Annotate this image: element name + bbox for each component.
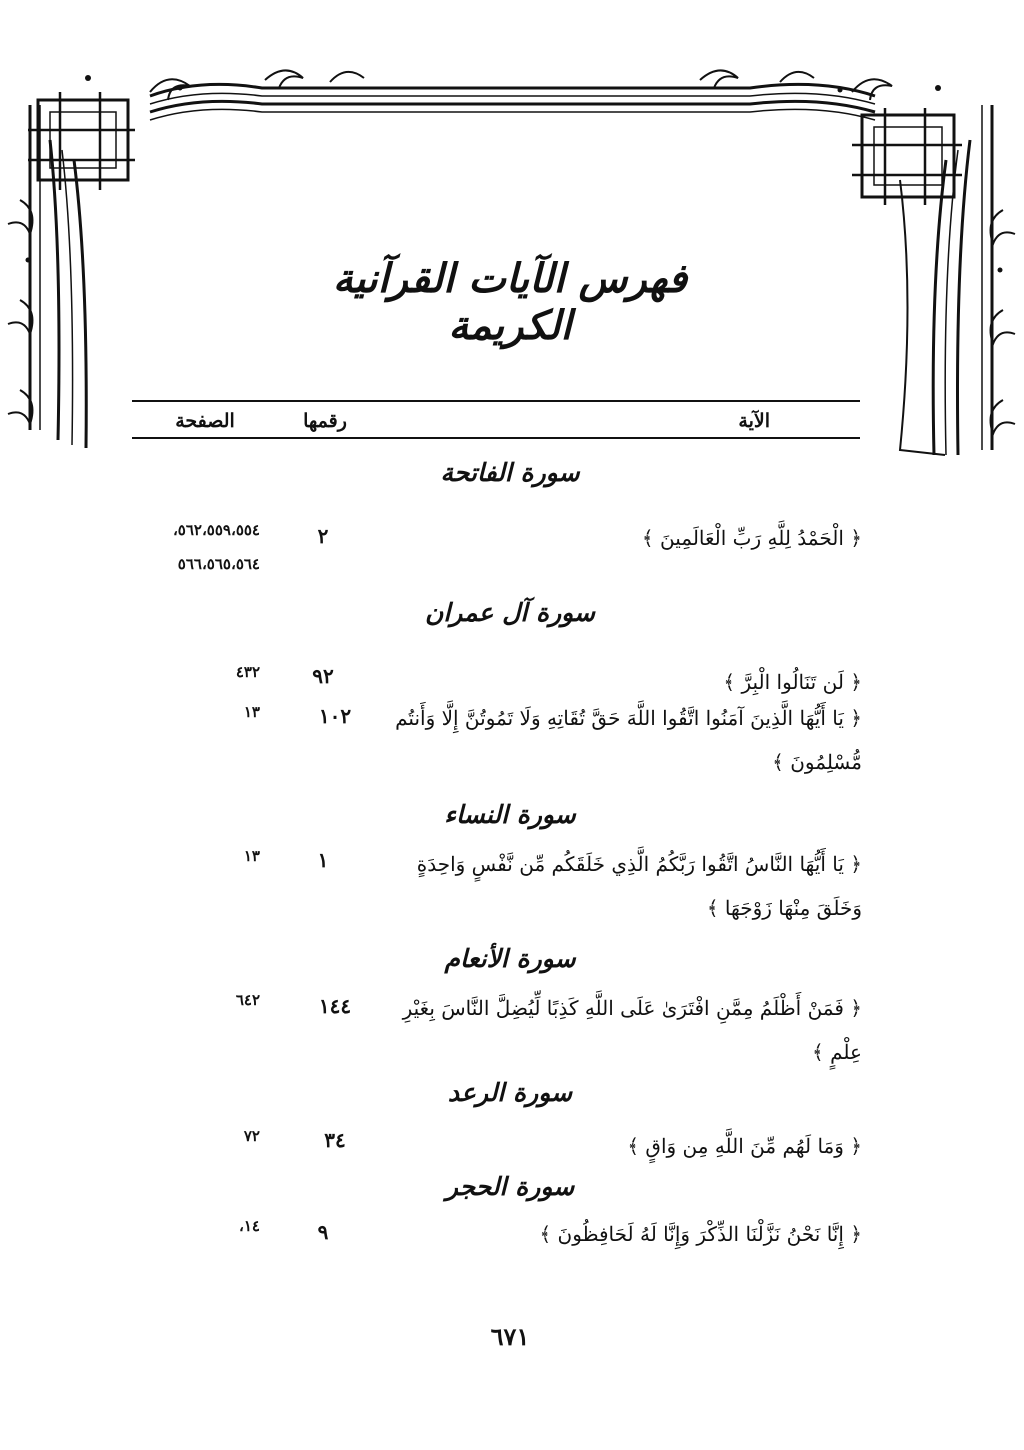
verse-number: ١ (317, 848, 329, 872)
verse-text: ﴿ إِنَّا نَحْنُ نَزَّلْنَا الذِّكْرَ وَإِنَّا لَهُ لَحَافِظُونَ ﴾ (539, 1222, 862, 1246)
verse-number: ٩٢ (312, 664, 334, 688)
page-ref: ٤٣٢ (235, 663, 260, 681)
header-rule-top (132, 400, 860, 402)
verse-number: ٣٤ (324, 1128, 346, 1152)
page-title: فهرس الآيات القرآنية الكريمة (332, 255, 688, 349)
verse-text: ﴿ يَا أَيُّهَا النَّاسُ اتَّقُوا رَبَّكُمُ الَّذِي خَلَقَكُم مِّن نَّفْسٍ وَاحِدَةٍ وَخَلَقَ مِنْهَا زَوْجَهَا ﴾ (416, 852, 862, 920)
verse-number: ٩ (317, 1220, 329, 1244)
page-ref: ١٤، (239, 1217, 260, 1235)
header-verse: الآية (738, 410, 770, 432)
verse-number: ١٠٢ (318, 704, 352, 728)
header-number: رقمها (303, 410, 347, 432)
surah-heading: سورة الحجر (445, 1172, 575, 1201)
surah-heading: سورة آل عمران (424, 598, 596, 627)
page-ref: ٦٤٢ (235, 991, 260, 1009)
verse-number: ١٤٤ (318, 994, 352, 1018)
page-ref: ١٣ (243, 847, 260, 865)
verse-text: ﴿ لَن تَنَالُوا الْبِرَّ ﴾ (723, 670, 862, 694)
page-number: ٦٧١ (490, 1322, 530, 1351)
header-page: الصفحة (175, 410, 235, 432)
verse-text: ﴿ يَا أَيُّهَا الَّذِينَ آمَنُوا اتَّقُوا اللَّهَ حَقَّ تُقَاتِهِ وَلَا تَمُوتُنَّ إِلَّا وَأَنتُم مُّسْلِمُونَ ﴾ (395, 706, 862, 774)
verse-number: ٢ (317, 524, 329, 548)
verse-text: ﴿ فَمَنْ أَظْلَمُ مِمَّنِ افْتَرَىٰ عَلَى اللَّهِ كَذِبًا لِّيُضِلَّ النَّاسَ بِغَيْرِ عِلْمٍ ﴾ (402, 996, 862, 1064)
page-ref: ٥٦٦،٥٦٥،٥٦٤ (177, 555, 260, 573)
page-ref: ٧٢ (243, 1127, 260, 1145)
page-ref: ٥٦٢،٥٥٩،٥٥٤، (172, 521, 260, 539)
surah-heading: سورة الفاتحة (440, 458, 580, 487)
verse-text: ﴿ وَمَا لَهُم مِّنَ اللَّهِ مِن وَاقٍ ﴾ (627, 1134, 862, 1158)
surah-heading: سورة الرعد (447, 1078, 573, 1107)
surah-heading: سورة الأنعام (444, 944, 576, 973)
header-rule-bottom (132, 437, 860, 439)
verse-text: ﴿ الْحَمْدُ لِلَّهِ رَبِّ الْعَالَمِينَ ﴾ (641, 526, 862, 550)
page-ref: ١٣ (243, 703, 260, 721)
surah-heading: سورة النساء (444, 800, 576, 829)
